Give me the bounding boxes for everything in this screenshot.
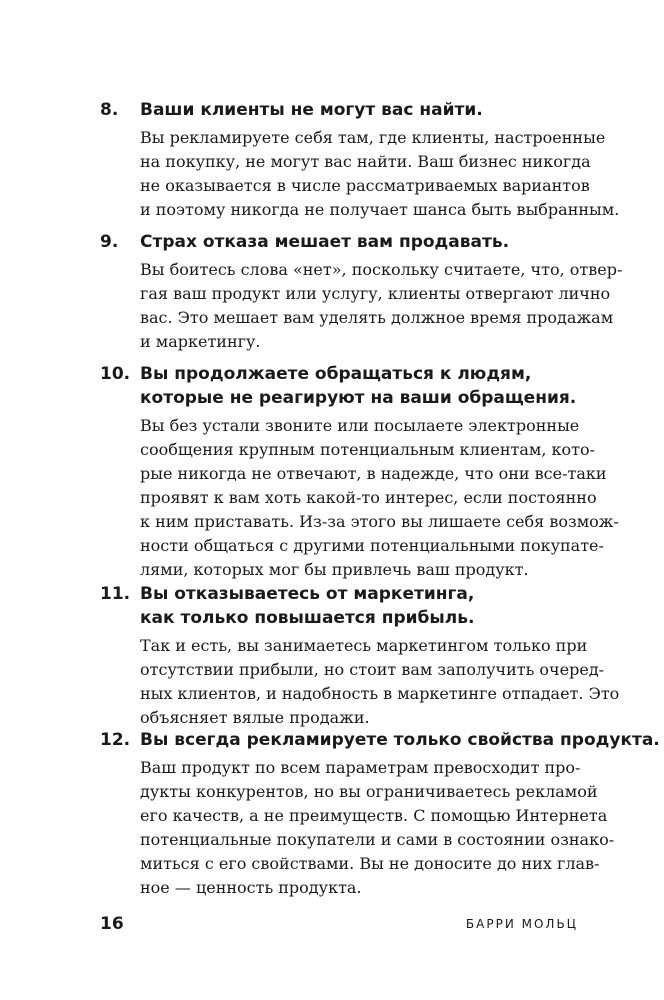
body-line: Так и есть, вы занимаетесь маркетингом только при: [140, 636, 588, 655]
heading-line: Ваши клиенты не могут вас найти.: [140, 100, 483, 120]
body-line: объясняет вялые продажи.: [140, 708, 370, 727]
item-number: 10.: [100, 364, 131, 384]
body-line: и маркетингу.: [140, 332, 261, 351]
item-heading: [140, 728, 660, 752]
body-line: не оказывается в числе рассматриваемых вариантов: [140, 176, 590, 195]
item-body: [140, 258, 623, 354]
heading-line: Вы продолжаете обращаться к людям,: [140, 364, 532, 384]
item-heading: [140, 98, 590, 122]
body-line: Ваш продукт по всем параметрам превосходит про-: [140, 758, 581, 777]
body-line: Вы рекламируете себя там, где клиенты, настроенные: [140, 128, 606, 147]
body-line: ности общаться с другими потенциальными покупате-: [140, 536, 604, 555]
item-number: 12.: [100, 730, 131, 750]
item-body: [140, 756, 615, 900]
item-number: 8.: [100, 100, 119, 120]
body-line: и поэтому никогда не получает шанса быть выбранным.: [140, 200, 620, 219]
body-line: Вы без устали звоните или посылаете электронные: [140, 416, 580, 435]
list-item-10: [100, 362, 619, 582]
body-line: рые никогда не отвечают, в надежде, что они все-таки: [140, 464, 607, 483]
body-line: дукты конкурентов, но вы ограничиваетесь рекламой: [140, 782, 598, 801]
page-number: 16: [100, 914, 124, 934]
list-item-11: [100, 582, 620, 730]
item-body: [140, 634, 620, 730]
body-line: его качеств, а не преимуществ. С помощью Интернета: [140, 806, 608, 825]
body-line: к ним приставать. Из-за этого вы лишаете себя возмож-: [140, 512, 619, 531]
heading-line: Вы всегда рекламируете только свойства продукта.: [140, 730, 660, 750]
body-line: проявят к вам хоть какой-то интерес, если постоянно: [140, 488, 597, 507]
body-line: Вы боитесь слова «нет», поскольку считаете, что, отвер-: [140, 260, 623, 279]
body-line: миться с его свойствами. Вы не доносите до них глав-: [140, 854, 600, 873]
body-line: отсутствии прибыли, но стоит вам заполучить очеред-: [140, 660, 605, 679]
heading-line: Вы отказываетесь от маркетинга,: [140, 584, 475, 604]
list-item-9: [100, 230, 623, 354]
item-heading: [140, 230, 590, 254]
body-line: гая ваш продукт или услугу, клиенты отвергают лично: [140, 284, 611, 303]
item-heading: [140, 362, 590, 410]
item-body: [140, 126, 620, 222]
item-body: [140, 414, 619, 582]
heading-line: Страх отказа мешает вам продавать.: [140, 232, 510, 252]
heading-line: которые не реагируют на ваши обращения.: [140, 388, 577, 408]
item-heading: [140, 582, 590, 630]
body-line: вас. Это мешает вам уделять должное время продажам: [140, 308, 614, 327]
list-item-12: [100, 728, 660, 900]
item-number: 9.: [100, 232, 119, 252]
heading-line: как только повышается прибыль.: [140, 608, 475, 628]
body-line: ных клиентов, и надобность в маркетинге отпадает. Это: [140, 684, 620, 703]
body-line: лями, которых мог бы привлечь ваш продукт.: [140, 560, 529, 579]
list-item-8: [100, 98, 620, 222]
item-number: 11.: [100, 584, 131, 604]
body-line: на покупку, не могут вас найти. Ваш бизнес никогда: [140, 152, 591, 171]
body-line: потенциальные покупатели и сами в состоянии ознако-: [140, 830, 615, 849]
body-line: сообщения крупным потенциальным клиентам, кото-: [140, 440, 596, 459]
body-line: ное — ценность продукта.: [140, 878, 362, 897]
running-footer-author: БАРРИ МОЛЬЦ: [465, 917, 578, 931]
